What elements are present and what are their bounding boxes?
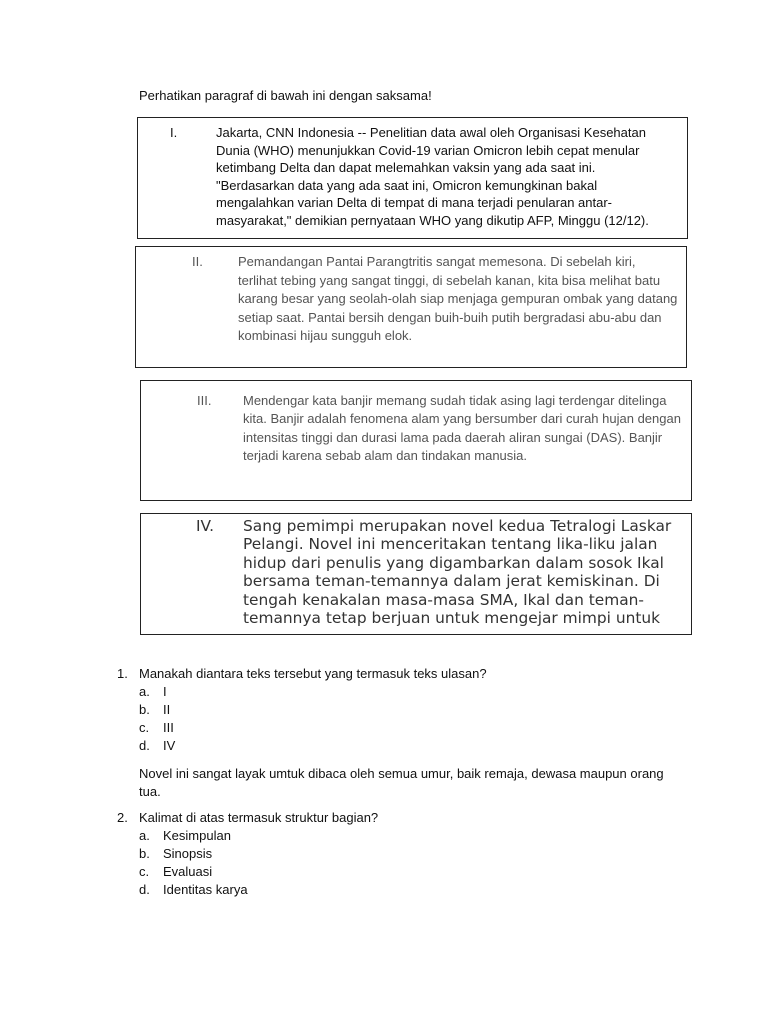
option-label: d. xyxy=(139,738,150,753)
instruction-text: Perhatikan paragraf di bawah ini dengan saksama! xyxy=(139,88,432,103)
paragraph-number: III. xyxy=(197,393,212,408)
paragraph-box-2 xyxy=(135,246,687,368)
option-label: b. xyxy=(139,702,150,717)
option-text: III xyxy=(163,720,174,735)
option-label: d. xyxy=(139,882,150,897)
option-text: Identitas karya xyxy=(163,882,248,897)
option-label: a. xyxy=(139,684,150,699)
question-text: Kalimat di atas termasuk struktur bagian? xyxy=(139,810,379,825)
option-text: IV xyxy=(163,738,176,753)
option-text: II xyxy=(163,702,171,717)
option-label: c. xyxy=(139,864,150,879)
paragraph-text: Jakarta, CNN Indonesia -- Penelitian data awal oleh Organisasi Kesehatan Dunia (WHO) menunjukkan Covid-19 varian Omicron lebih cepat menular ketimbang Delta dan dapat melemahkan vaksin yang ada saat ini. "Berdasarkan data yang ada saat ini, Omicron kemungkinan bakal mengalahkan varian Delta di tempat di mana terjadi penularan antar-masyarakat," demikian pernyataan WHO yang dikutip AFP, Minggu (12/12). xyxy=(216,125,649,228)
paragraph-number: IV. xyxy=(196,517,214,535)
question-number: 1. xyxy=(117,666,128,681)
question-text: Manakah diantara teks tersebut yang termasuk teks ulasan? xyxy=(139,666,487,681)
option-text: Kesimpulan xyxy=(163,828,231,843)
paragraph-text: Mendengar kata banjir memang sudah tidak asing lagi terdengar ditelinga kita. Banjir adalah fenomena alam yang bersumber dari curah hujan dengan intensitas tinggi dan durasi lama pada daerah aliran sungai (DAS). Banjir terjadi karena sebab alam dan tindakan manusia. xyxy=(243,393,681,464)
paragraph-box-4 xyxy=(140,513,692,635)
paragraph-number: II. xyxy=(192,254,203,269)
option-label: c. xyxy=(139,720,150,735)
option-label: a. xyxy=(139,828,150,843)
paragraph-number: I. xyxy=(170,125,178,140)
paragraph-box-1 xyxy=(137,117,688,239)
option-text: I xyxy=(163,684,167,699)
option-text: Sinopsis xyxy=(163,846,213,861)
option-text: Evaluasi xyxy=(163,864,213,879)
paragraph-text: Sang pemimpi merupakan novel kedua Tetralogi Laskar Pelangi. Novel ini menceritakan tentang lika-liku jalan hidup dari penulis yang digambarkan dalam sosok Ikal bersama teman-temannya dalam jerat kemiskinan. Di tengah kenakalan masa-masa SMA, Ikal dan teman-temannya tetap berjuan untuk mengejar mimpi untuk xyxy=(243,517,672,628)
paragraph-text: Pemandangan Pantai Parangtritis sangat memesona. Di sebelah kiri, terlihat tebing yang sangat tinggi, di sebelah kanan, kita bisa melihat batu karang besar yang seolah-olah siap menjaga gempuran ombak yang datang setiap saat. Pantai bersih dengan buih-buih putih bergradasi abu-abu dan kombinasi hijau sungguh elok. xyxy=(238,254,678,344)
paragraph-box-3 xyxy=(140,380,692,501)
question-number: 2. xyxy=(117,810,128,825)
option-label: b. xyxy=(139,846,150,861)
statement-text: Novel ini sangat layak umtuk dibaca oleh semua umur, baik remaja, dewasa maupun orang tua. xyxy=(139,766,664,799)
